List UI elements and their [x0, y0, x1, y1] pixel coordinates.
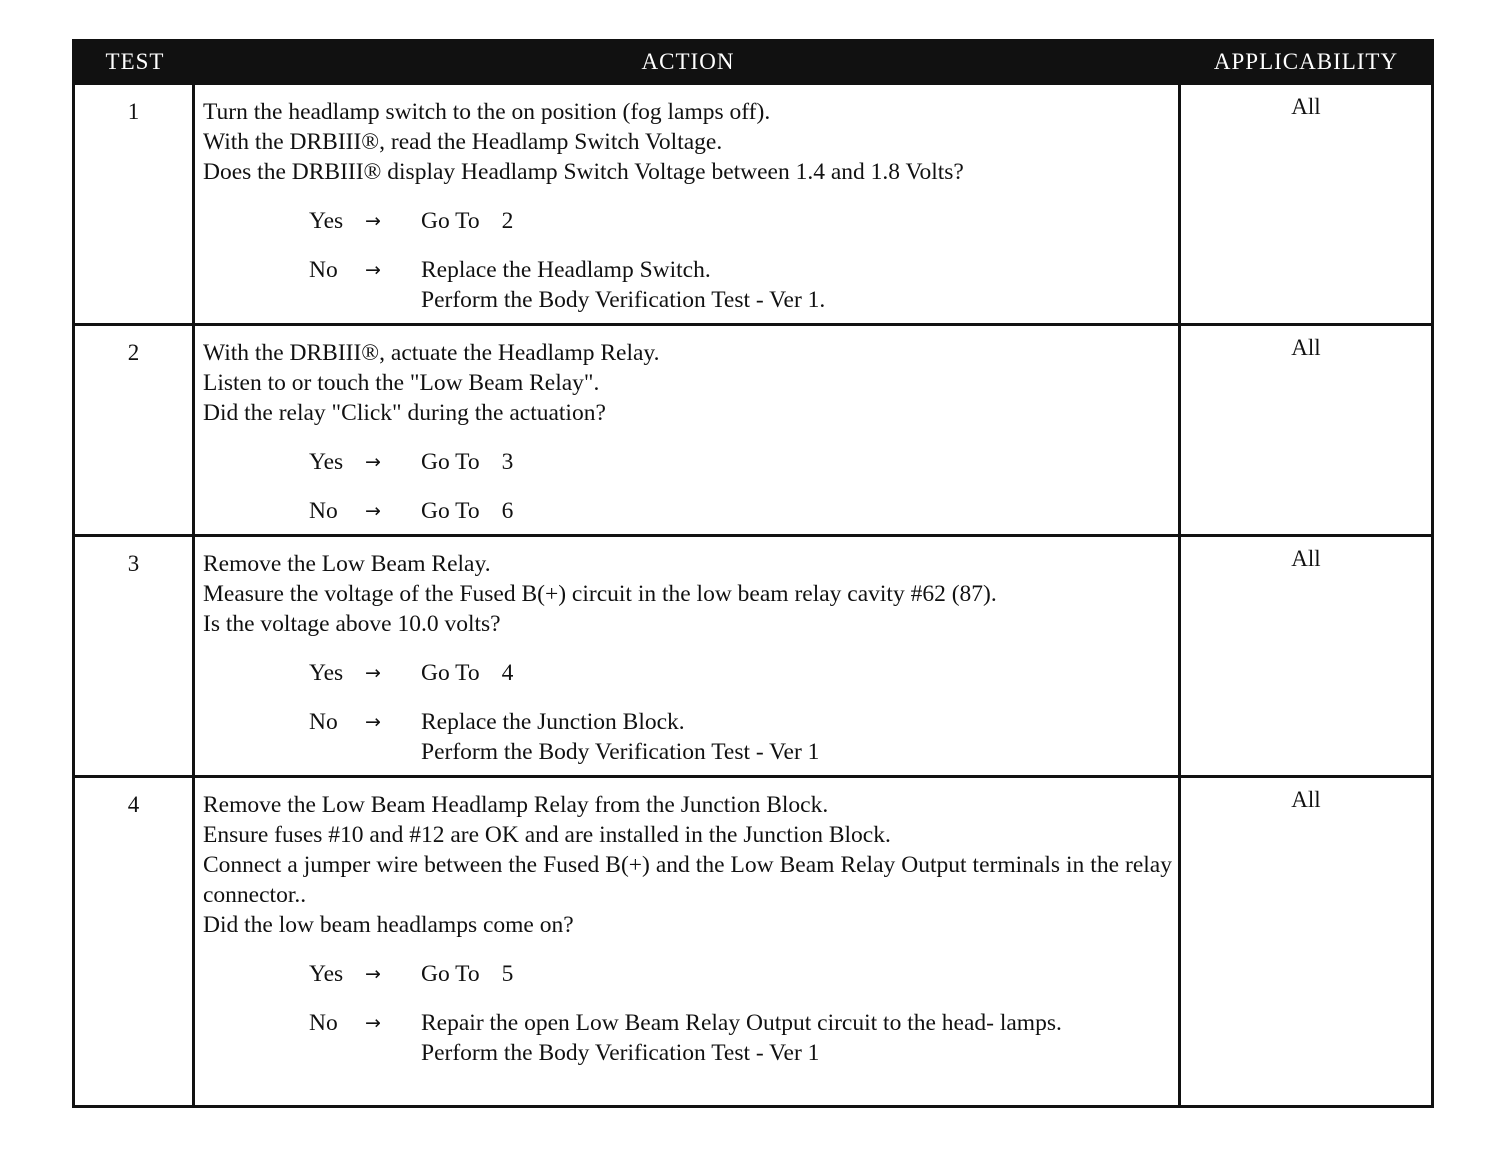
arrow-icon: → [365, 451, 381, 473]
no-label: No [309, 498, 338, 524]
goto-text [421, 496, 1172, 526]
applicability-cell: All [1291, 335, 1321, 360]
applicability-cell: All [1291, 546, 1321, 571]
result-line: Replace the Headlamp Switch. [421, 257, 711, 283]
test-number: 2 [75, 326, 195, 534]
applicability-cell: All [1291, 94, 1321, 119]
action-cell [195, 326, 1181, 534]
yes-label: Yes [309, 449, 344, 475]
action-line: Remove the Low Beam Headlamp Relay from the Junction Block. [203, 792, 829, 818]
arrow-icon: → [365, 259, 381, 281]
action-line: Did the relay "Click" during the actuation? [203, 400, 606, 426]
result-line: Repair the open Low Beam Relay Output circuit to the head- lamps. [421, 1010, 1062, 1036]
action-line: Is the voltage above 10.0 volts? [203, 611, 501, 637]
yes-branch [203, 447, 1172, 477]
goto-number: 6 [501, 498, 514, 524]
goto-text [421, 658, 1172, 688]
result-line: Perform the Body Verification Test - Ver 1. [421, 287, 826, 313]
header-test: TEST [105, 49, 165, 74]
arrow-icon: → [365, 662, 381, 684]
table-row [75, 323, 1431, 534]
action-line: Measure the voltage of the Fused B(+) circuit in the low beam relay cavity #62 (87). [203, 581, 997, 607]
action-cell [195, 778, 1181, 1105]
no-branch [203, 707, 1172, 767]
action-line: With the DRBIII®, read the Headlamp Switch Voltage. [203, 129, 723, 155]
yes-branch [203, 206, 1172, 236]
result-text [421, 1008, 1172, 1068]
goto-label: Go To [421, 449, 480, 475]
goto-label: Go To [421, 208, 480, 234]
goto-label: Go To [421, 498, 480, 524]
result-line: Replace the Junction Block. [421, 709, 685, 735]
header-applicability: APPLICABILITY [1213, 49, 1399, 74]
result-line: Perform the Body Verification Test - Ver 1 [421, 739, 820, 765]
test-number: 1 [75, 85, 195, 323]
applicability-cell: All [1291, 787, 1321, 812]
test-number: 4 [75, 778, 195, 1105]
table-row [75, 82, 1431, 323]
goto-number: 5 [501, 961, 514, 987]
yes-label: Yes [309, 961, 344, 987]
goto-text [421, 206, 1172, 236]
goto-label: Go To [421, 961, 480, 987]
table-header [75, 42, 1431, 82]
result-text [421, 255, 1172, 315]
arrow-icon: → [365, 1012, 381, 1034]
table-row [75, 534, 1431, 775]
diagnostic-table [72, 39, 1434, 1108]
yes-branch [203, 658, 1172, 688]
no-label: No [309, 257, 338, 283]
test-number: 3 [75, 537, 195, 775]
arrow-icon: → [365, 500, 381, 522]
table-row [75, 775, 1431, 1105]
goto-number: 2 [501, 208, 514, 234]
goto-number: 3 [501, 449, 514, 475]
no-branch [203, 496, 1172, 526]
arrow-icon: → [365, 210, 381, 232]
goto-number: 4 [501, 660, 514, 686]
action-line: Remove the Low Beam Relay. [203, 551, 491, 577]
action-cell [195, 537, 1181, 775]
goto-label: Go To [421, 660, 480, 686]
action-line: Does the DRBIII® display Headlamp Switch Voltage between 1.4 and 1.8 Volts? [203, 159, 964, 185]
arrow-icon: → [365, 711, 381, 733]
no-label: No [309, 709, 338, 735]
yes-label: Yes [309, 660, 344, 686]
action-cell [195, 85, 1181, 323]
action-line: With the DRBIII®, actuate the Headlamp Relay. [203, 340, 660, 366]
arrow-icon: → [365, 963, 381, 985]
result-text [421, 707, 1172, 767]
no-branch [203, 255, 1172, 315]
yes-label: Yes [309, 208, 344, 234]
action-line: Listen to or touch the "Low Beam Relay". [203, 370, 600, 396]
yes-branch [203, 959, 1172, 989]
action-line: Connect a jumper wire between the Fused B(+) and the Low Beam Relay Output terminals in the relay connector.. [203, 852, 1172, 908]
goto-text [421, 959, 1172, 989]
goto-text [421, 447, 1172, 477]
action-line: Turn the headlamp switch to the on position (fog lamps off). [203, 99, 771, 125]
header-action: ACTION [641, 49, 735, 74]
action-line: Ensure fuses #10 and #12 are OK and are installed in the Junction Block. [203, 822, 891, 848]
result-line: Perform the Body Verification Test - Ver 1 [421, 1040, 820, 1066]
no-branch [203, 1008, 1172, 1068]
no-label: No [309, 1010, 338, 1036]
action-line: Did the low beam headlamps come on? [203, 912, 574, 938]
